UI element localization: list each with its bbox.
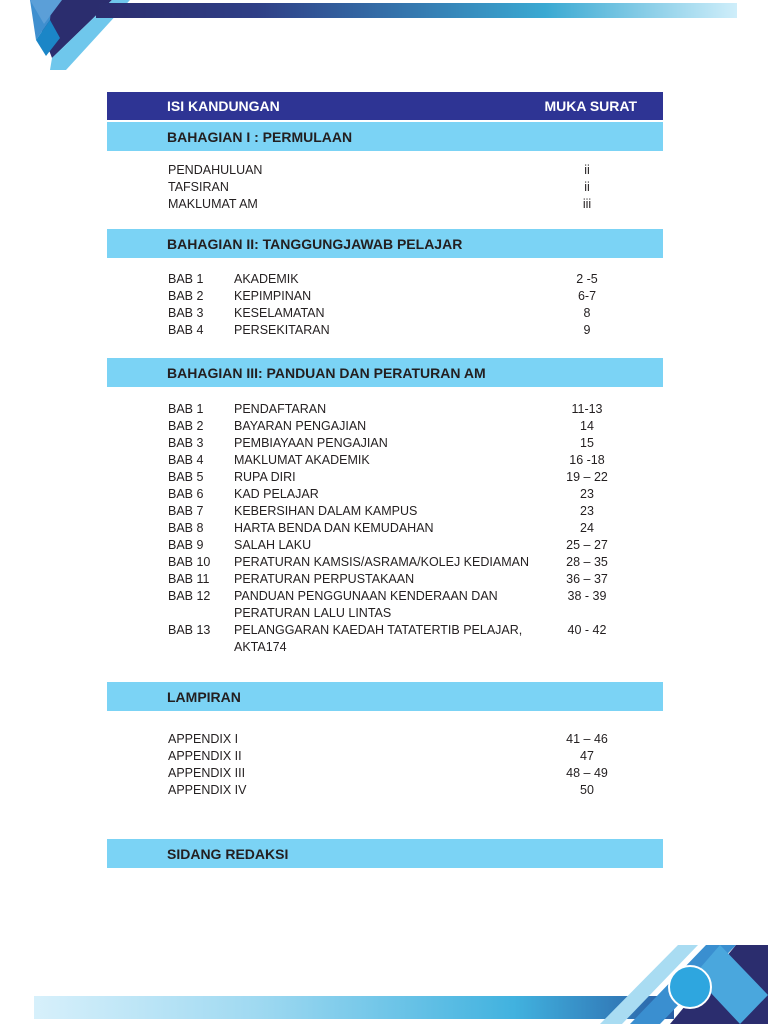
section-title: BAHAGIAN III: PANDUAN DAN PERATURAN AM: [167, 365, 486, 381]
entry-title: APPENDIX I: [168, 732, 239, 746]
entry-page: 23: [580, 504, 594, 518]
entry-title: [234, 588, 534, 622]
entry-page: 15: [580, 436, 594, 450]
entry-title: MAKLUMAT AM: [168, 197, 258, 211]
toc-entry[interactable]: [107, 748, 663, 765]
toc-entry[interactable]: [107, 162, 663, 179]
toc-entry[interactable]: [107, 486, 663, 503]
entry-title: APPENDIX III: [168, 766, 246, 780]
toc-entry[interactable]: [107, 418, 663, 435]
entry-page: 23: [580, 487, 594, 501]
toc-entry[interactable]: [107, 435, 663, 452]
entry-title-line1: PELANGGARAN KAEDAH TATATERTIB PELAJAR,: [234, 623, 523, 637]
entry-code: BAB 1: [168, 272, 204, 286]
entry-title: KEBERSIHAN DALAM KAMPUS: [234, 504, 418, 518]
entry-code: BAB 4: [168, 323, 204, 337]
entry-page: 41 – 46: [566, 732, 608, 746]
toc-entry[interactable]: [107, 782, 663, 799]
toc-entry[interactable]: [107, 731, 663, 748]
entry-title: APPENDIX IV: [168, 783, 247, 797]
entry-title: AKADEMIK: [234, 272, 299, 286]
entry-page: 48 – 49: [566, 766, 608, 780]
toc-entry[interactable]: [107, 537, 663, 554]
entry-code: BAB 5: [168, 470, 204, 484]
entry-title: HARTA BENDA DAN KEMUDAHAN: [234, 521, 434, 535]
entry-title: MAKLUMAT AKADEMIK: [234, 453, 370, 467]
entry-title: SALAH LAKU: [234, 538, 312, 552]
entry-page: ii: [584, 163, 590, 177]
entry-page: 36 – 37: [566, 572, 608, 586]
entry-title: PERATURAN KAMSIS/ASRAMA/KOLEJ KEDIAMAN: [234, 555, 529, 569]
toc-entry[interactable]: [107, 322, 663, 339]
entry-title: [234, 622, 534, 656]
entry-page: 6-7: [577, 289, 597, 303]
toc-entry[interactable]: [107, 503, 663, 520]
entry-title-line1: PANDUAN PENGGUNAAN KENDERAAN DAN: [234, 589, 498, 603]
top-gradient-bar: [96, 3, 737, 18]
entry-page: 11-13: [571, 402, 603, 416]
entry-page: 8: [583, 306, 591, 320]
toc-title: ISI KANDUNGAN: [167, 98, 280, 114]
entry-title: RUPA DIRI: [234, 470, 296, 484]
entry-code: BAB 4: [168, 453, 204, 467]
toc-entry[interactable]: [107, 179, 663, 196]
entry-title: PENDAHULUAN: [168, 163, 263, 177]
section-title: SIDANG REDAKSI: [167, 846, 289, 862]
section-heading-lampiran: [107, 682, 663, 711]
entry-title-line2: AKTA174: [234, 640, 287, 654]
toc-entry[interactable]: [107, 288, 663, 305]
entry-code: BAB 6: [168, 487, 204, 501]
entry-code: BAB 12: [168, 589, 211, 603]
entry-page: 19 – 22: [566, 470, 608, 484]
entry-title: PERSEKITARAN: [234, 323, 330, 337]
entry-title: TAFSIRAN: [168, 180, 229, 194]
entry-title: BAYARAN PENGAJIAN: [234, 419, 367, 433]
table-of-contents: [107, 92, 663, 868]
toc-entry[interactable]: [107, 401, 663, 418]
entry-code: BAB 11: [168, 572, 210, 586]
entry-page: 50: [580, 783, 594, 797]
entry-code: BAB 13: [168, 623, 211, 637]
entry-page: 16 -18: [569, 453, 605, 467]
entry-page: 2 -5: [576, 272, 598, 286]
entry-code: BAB 8: [168, 521, 204, 535]
entry-code: BAB 7: [168, 504, 204, 518]
corner-decoration-bottom-right: [600, 935, 768, 1024]
toc-entry[interactable]: [107, 622, 663, 656]
toc-entry[interactable]: [107, 765, 663, 782]
entry-code: BAB 3: [168, 436, 204, 450]
toc-entry[interactable]: [107, 520, 663, 537]
section-heading-permulaan: [107, 122, 663, 151]
entry-code: BAB 1: [168, 402, 204, 416]
entry-page: ii: [584, 180, 590, 194]
entry-page: 25 – 27: [566, 538, 608, 552]
entry-title: APPENDIX II: [168, 749, 242, 763]
entry-page: 28 – 35: [566, 555, 608, 569]
entry-title-line2: PERATURAN LALU LINTAS: [234, 606, 392, 620]
entry-page: 24: [580, 521, 594, 535]
entry-page: 38 - 39: [567, 589, 607, 603]
page-column-title: MUKA SURAT: [544, 98, 637, 114]
toc-entry[interactable]: [107, 271, 663, 288]
entry-title: KAD PELAJAR: [234, 487, 319, 501]
entry-code: BAB 2: [168, 419, 204, 433]
toc-entry[interactable]: [107, 469, 663, 486]
entry-code: BAB 10: [168, 555, 211, 569]
toc-entry[interactable]: [107, 452, 663, 469]
toc-entry[interactable]: [107, 588, 663, 622]
entry-code: BAB 2: [168, 289, 204, 303]
section-heading-sidang-redaksi: [107, 839, 663, 868]
toc-entry[interactable]: [107, 554, 663, 571]
entry-page: 47: [580, 749, 594, 763]
entry-page: 40 - 42: [567, 623, 607, 637]
entry-code: BAB 9: [168, 538, 204, 552]
toc-header: [107, 92, 663, 120]
toc-entry[interactable]: [107, 196, 663, 213]
entry-page: iii: [582, 197, 592, 211]
entry-title: KESELAMATAN: [234, 306, 325, 320]
entry-page: 9: [583, 323, 591, 337]
entry-code: BAB 3: [168, 306, 204, 320]
entry-page: 14: [580, 419, 594, 433]
section-title: BAHAGIAN I : PERMULAAN: [167, 129, 353, 145]
entry-title: PERATURAN PERPUSTAKAAN: [234, 572, 415, 586]
section-heading-panduan: [107, 358, 663, 387]
bottom-gradient-bar: [34, 996, 674, 1019]
section-title: BAHAGIAN II: TANGGUNGJAWAB PELAJAR: [167, 236, 463, 252]
section-title: LAMPIRAN: [167, 689, 241, 705]
toc-entry[interactable]: [107, 571, 663, 588]
entry-title: PENDAFTARAN: [234, 402, 327, 416]
entry-title: KEPIMPINAN: [234, 289, 312, 303]
toc-entry[interactable]: [107, 305, 663, 322]
section-heading-tanggungjawab: [107, 229, 663, 258]
entry-title: PEMBIAYAAN PENGAJIAN: [234, 436, 388, 450]
